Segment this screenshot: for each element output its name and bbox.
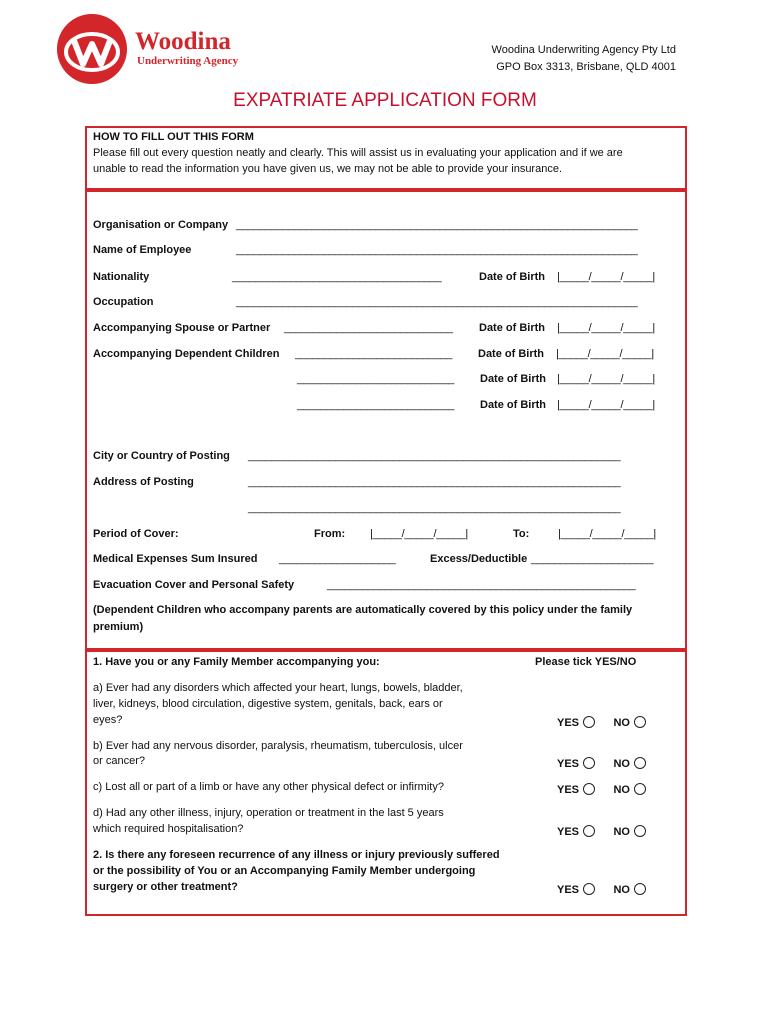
spouse-field[interactable]: _____________________________ — [284, 322, 453, 334]
question-b-line-1: b) Ever had any nervous disorder, paralysis, rheumatism, tuberculosis, ulcer — [93, 740, 463, 752]
yes-label: YES — [557, 758, 580, 770]
instructions-line-2: unable to read the information you have given us, we may not be able to provide your insurance. — [93, 163, 563, 175]
organisation-field[interactable]: _____________________________________________________________________ — [236, 219, 638, 231]
period-label: Period of Cover: — [93, 528, 179, 540]
excess-field[interactable]: _____________________ — [531, 553, 654, 565]
medical-label: Medical Expenses Sum Insured — [93, 553, 258, 565]
note-line-1: (Dependent Children who accompany parents are automatically covered by this policy under the family — [93, 604, 633, 616]
evacuation-label: Evacuation Cover and Personal Safety — [93, 579, 295, 591]
yes-radio[interactable] — [583, 825, 595, 837]
city-field[interactable]: ________________________________________________________________ — [248, 450, 621, 462]
question-a-line-2: liver, kidneys, blood circulation, digestive system, genitals, back, ears or — [93, 698, 443, 710]
note-line-2: premium) — [93, 621, 144, 633]
question-2-line-2: or the possibility of You or an Accompanying Family Member undergoing — [93, 865, 476, 877]
spouse-dob-field[interactable]: |_____/_____/_____| — [557, 322, 655, 334]
yes-radio[interactable] — [583, 716, 595, 728]
from-label: From: — [314, 528, 346, 540]
instructions-line-1: Please fill out every question neatly and clearly. This will assist us in evaluating your application and if we are — [93, 147, 623, 159]
question-c-answer — [557, 780, 646, 798]
organisation-label: Organisation or Company — [93, 219, 229, 231]
to-date-field[interactable]: |_____/_____/_____| — [558, 528, 656, 540]
children-label: Accompanying Dependent Children — [93, 348, 280, 360]
yes-radio[interactable] — [583, 757, 595, 769]
child-3-dob-label: Date of Birth — [480, 399, 546, 411]
question-a-line-1: a) Ever had any disorders which affected your heart, lungs, bowels, bladder, — [93, 682, 463, 694]
child-2-dob-field[interactable]: |_____/_____/_____| — [557, 373, 655, 385]
child-1-field[interactable]: ___________________________ — [295, 348, 453, 360]
no-radio[interactable] — [634, 783, 646, 795]
no-radio[interactable] — [634, 825, 646, 837]
question-1-header: 1. Have you or any Family Member accompanying you: — [93, 656, 380, 668]
nationality-field[interactable]: ____________________________________ — [232, 271, 442, 283]
from-date-field[interactable]: |_____/_____/_____| — [370, 528, 468, 540]
yes-label: YES — [557, 884, 580, 896]
employee-label: Name of Employee — [93, 244, 192, 256]
address-field-2[interactable]: ________________________________________________________________ — [248, 502, 621, 514]
dob-field[interactable]: |_____/_____/_____| — [557, 271, 655, 283]
yes-label: YES — [557, 717, 580, 729]
occupation-label: Occupation — [93, 296, 154, 308]
yes-radio[interactable] — [583, 883, 595, 895]
medical-field[interactable]: ____________________ — [279, 553, 396, 565]
spouse-label: Accompanying Spouse or Partner — [93, 322, 271, 334]
brand-name: Woodina — [135, 28, 231, 55]
question-2-line-3: surgery or other treatment? — [93, 881, 238, 893]
question-a-line-3: eyes? — [93, 714, 123, 726]
child-2-dob-label: Date of Birth — [480, 373, 546, 385]
logo-mark-icon — [57, 14, 127, 84]
tick-instruction: Please tick YES/NO — [535, 656, 637, 668]
logo — [57, 14, 127, 84]
question-d-line-1: d) Had any other illness, injury, operation or treatment in the last 5 years — [93, 807, 444, 819]
question-b-answer — [557, 754, 646, 772]
question-c-line-1: c) Lost all or part of a limb or have any other physical defect or infirmity? — [93, 781, 444, 793]
child-2-field[interactable]: ___________________________ — [297, 373, 455, 385]
nationality-label: Nationality — [93, 271, 150, 283]
question-a-answer — [557, 713, 646, 731]
excess-label: Excess/Deductible — [430, 553, 528, 565]
question-d-line-2: which required hospitalisation? — [93, 823, 244, 835]
question-d-answer — [557, 822, 646, 840]
page-title: EXPATRIATE APPLICATION FORM — [233, 90, 537, 111]
yes-radio[interactable] — [583, 783, 595, 795]
brand-tagline: Underwriting Agency — [137, 55, 239, 67]
no-radio[interactable] — [634, 757, 646, 769]
dob-label: Date of Birth — [479, 271, 545, 283]
yes-label: YES — [557, 784, 580, 796]
address-line-1: Woodina Underwriting Agency Pty Ltd — [491, 44, 676, 56]
no-label: NO — [613, 717, 630, 729]
address-field-1[interactable]: ________________________________________________________________ — [248, 476, 621, 488]
instructions-heading: HOW TO FILL OUT THIS FORM — [93, 131, 254, 143]
no-label: NO — [613, 784, 630, 796]
no-label: NO — [613, 758, 630, 770]
address-line-2: GPO Box 3313, Brisbane, QLD 4001 — [496, 61, 676, 73]
to-label: To: — [513, 528, 530, 540]
no-radio[interactable] — [634, 716, 646, 728]
city-label: City or Country of Posting — [93, 450, 230, 462]
no-label: NO — [613, 884, 630, 896]
spouse-dob-label: Date of Birth — [479, 322, 545, 334]
no-radio[interactable] — [634, 883, 646, 895]
occupation-field[interactable]: _____________________________________________________________________ — [236, 296, 638, 308]
child-1-dob-label: Date of Birth — [478, 348, 544, 360]
no-label: NO — [613, 826, 630, 838]
question-b-line-2: or cancer? — [93, 755, 145, 767]
question-2-answer — [557, 880, 646, 898]
address-label: Address of Posting — [93, 476, 194, 488]
question-2-line-1: 2. Is there any foreseen recurrence of any illness or injury previously suffered — [93, 849, 500, 861]
child-3-dob-field[interactable]: |_____/_____/_____| — [557, 399, 655, 411]
child-1-dob-field[interactable]: |_____/_____/_____| — [556, 348, 654, 360]
employee-field[interactable]: _____________________________________________________________________ — [236, 244, 638, 256]
child-3-field[interactable]: ___________________________ — [297, 399, 455, 411]
evacuation-field[interactable]: _____________________________________________________ — [327, 579, 636, 591]
yes-label: YES — [557, 826, 580, 838]
